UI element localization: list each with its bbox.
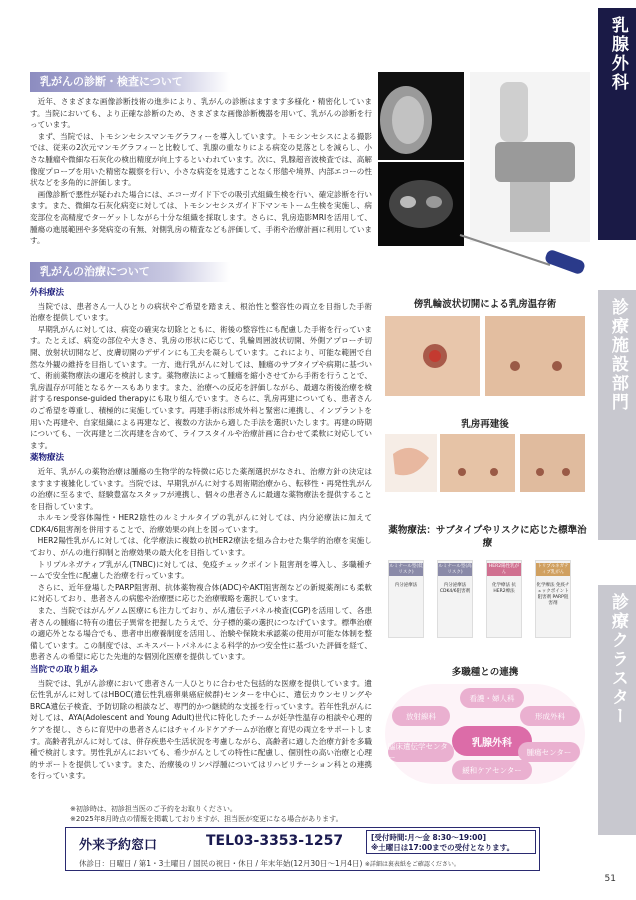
- paragraph: まず、当院では、トモシンセシスマンモグラフィーを導入しています。トモシンセシスによる撮影では、従来の2次元マンモグラフィーと比較して、乳腺の重なりによる病変の見落としを減らし、小さな腫瘤や微細な石灰化の検出精度が向上するといわれています。次に、乳腺超音波検査では、高解像度プローブを用いた精密な観察を行い、小さな病変を見逃すことなく形態や境界、内部エコーの性状などを多角的に評価します。: [30, 131, 372, 188]
- therapy-card-body: 化学療法 免疫チェックポイント阻害剤 PARP阻害剤: [536, 583, 570, 606]
- team-node-radiology: 放射線科: [392, 706, 450, 726]
- therapy-card-head: HER2陽性乳がん: [488, 564, 520, 575]
- caption-team: 多職種との連携: [451, 667, 519, 678]
- paragraph: 早期乳がんに対しては、病変の確実な切除とともに、術後の整容性にも配慮した手術を行っています。たとえば、病変の部位や大きさ、乳房の形状に応じて、乳輪周囲波状切開、外側アプローチ切開、放射状切開など、皮膚切開のデザインにも工夫を凝らしています。これにより、可能な範囲で自然な外観の維持を目指しています。一方、進行乳がんに対しては、腫瘍のサブタイプや病期に基づいて、術前薬物療法の適応を検討します。薬物療法によって腫瘍を縮小させてから手術を行うことで、乳房温存が可能となるケースもあります。また、治療への反応を評価しながら、最適な術後治療を検討するresponse-guided therapyにも取り組んでいます。さらに、乳房再建についても、患者さんのご希望を尊重し、積極的に実施しています。再建手術は形成外科と緊密に連携し、インプラントを用いた再建や、自家組織による再建など、複数の方法から適した手法を選択いたします。再建の時期についても、一次再建と二次再建を含めて、ライフスタイルや治療計画に合わせて柔軟に対応しています。: [30, 324, 372, 450]
- note-1: ※初診時は、初診担当医のご予約をお取りください。: [70, 805, 237, 813]
- paragraph: 当院では、乳がん診療において患者さん一人ひとりに合わせた包括的な医療を提供しています。遺伝性乳がんに対してはHBOC(遺伝性乳癌卵巣癌症候群)センターを中心に、遺伝カウンセリングやBRCA遺伝子検査、予防切除の相談など、専門的かつ継続的な支援を行っています。若年性乳がんに対しては、AYA(Adolescent and Young Adult)世代に特化したチームが妊孕性温存の相談や心理的ケアを提し、さらに育児中の患者さんにはチャイルドケアチームが治療と育児の両立をサポートします。高齢者乳がんに対しては、併存疾患や生活状況を考慮しながら、高齢者に適した治療方針を多職種で検討します。男性乳がんにおいても、希少がんとしての特性に配慮し、個別性の高い治療と心理的サポートを提供しています。また、治療後のリンパ浮腫についてはリハビリテーション科との連携を行っています。: [30, 678, 372, 781]
- diagnosis-text: [30, 96, 372, 247]
- therapy-card: [535, 560, 571, 638]
- mammography-image: [378, 72, 464, 160]
- paragraph: 近年、さまざまな画像診断技術の進歩により、乳がんの診断はますます多様化・精密化しています。当院においても、より正確な診断のため、さまざまな画像診断機器を用いて、乳がんの診断を行っています。: [30, 97, 372, 130]
- page-number: 51: [604, 874, 616, 884]
- closed-days: [79, 858, 460, 869]
- incision-photo-1: [385, 316, 480, 396]
- section-heading-treatment: 乳がんの治療について: [30, 262, 230, 282]
- section-heading-diagnosis: 乳がんの診断・検査について: [30, 72, 230, 92]
- hours-line: ※土曜日は17:00までの受付となります。: [371, 843, 515, 852]
- therapy-card: [388, 560, 424, 638]
- therapy-card-head: トリプルネガティブ乳がん: [537, 564, 569, 575]
- therapy-card-head: ルミナール型(高リスク): [438, 564, 472, 575]
- note-2: ※2025年8月時点の情報を掲載しておりますが、担当医が変更になる場合があります。: [70, 815, 343, 823]
- reservation-phone[interactable]: TEL03-3353-1257: [206, 833, 344, 849]
- subheading-team: 当院での取り組み: [30, 665, 99, 675]
- side-tab-facilities: [598, 290, 636, 540]
- team-node-palliative: 緩和ケアセンター: [452, 760, 532, 780]
- team-node-oncology: 腫瘍センター: [518, 742, 580, 762]
- reservation-label: 外来予約窓口: [79, 838, 158, 853]
- closed-days-note: ※詳細は裏表紙をご確認ください。: [364, 861, 460, 868]
- side-tab-breast-surgery: [598, 8, 636, 240]
- incision-photo-2: [485, 316, 585, 396]
- hours-line: [受付時間:月〜金 8:30〜19:00]: [371, 833, 486, 842]
- therapy-card-body: 化学療法 抗HER2療法: [492, 583, 516, 594]
- therapy-card-body: 内分泌療法: [394, 583, 418, 588]
- caption-drug: 薬物療法：サブタイプやリスクに応じた標準治療: [388, 525, 587, 549]
- caption-incision: 傍乳輪波状切開による乳房温存術: [413, 299, 557, 310]
- paragraph: 近年、乳がんの薬物治療は腫瘍の生物学的な特徴に応じた薬剤選択がなされ、治療方針の決定はますます複雑化しています。当院では、早期乳がんに対する周術期治療から、転移性・再発性乳がんの治療に至るまで、経験豊富なスタッフが連携し、個々の患者さんに最適な薬物療法を提供することを目指しています。: [30, 466, 372, 511]
- reservation-box: [65, 827, 540, 871]
- team-node-center: 乳腺外科: [452, 726, 532, 756]
- paragraph: 当院では、患者さん一人ひとりの病状やご希望を踏まえ、根治性と整容性の両立を目指した手術治療を提供しています。: [30, 301, 372, 323]
- reconstruction-photo-2: [520, 434, 585, 492]
- reception-hours: [366, 830, 536, 854]
- side-tab-column: [598, 0, 636, 900]
- paragraph: さらに、近年登場したPARP阻害剤、抗体薬物複合体(ADC)やAKT阻害剤などの新規薬剤にも柔軟に対応しており、患者さんの病態や治療歴に応じた治療戦略を選択しています。: [30, 582, 372, 604]
- side-tab-label: 診療施設部門: [607, 298, 628, 412]
- caption-reconstruction: 乳房再建後: [461, 419, 509, 430]
- closed-days-text: 休診日：日曜日 / 第1・3土曜日 / 国民の祝日・休日 / 年末年始(12月30日〜1月4日): [79, 859, 363, 868]
- paragraph: トリプルネガティブ乳がん(TNBC)に対しては、免疫チェックポイント阻害剤を導入し、多職種チームで安全性に配慮した治療を行っています。: [30, 559, 372, 581]
- team-node-genetics: 臨床遺伝学センター: [388, 742, 454, 762]
- reconstruction-illustration: [385, 434, 437, 492]
- team-node-nursing: 看護・婦人科: [460, 688, 524, 708]
- paragraph: また、当院ではがんゲノム医療にも注力しており、がん遺伝子パネル検査(CGP)を活用して、各患者さんの腫瘍に特有の遺伝子異常を把握したうえで、分子標的薬の選択につなげています。標準治療の適応外となる場合でも、患者申出療養制度を活用し、治験や保険未承認薬の使用が可能な体制を整備しています。この制度では、エキスパートパネルによる科学的かつ安全性に基づいた評価を経て、患者さんの希望に応じた先進的な個別化医療を提供しています。: [30, 606, 372, 662]
- team-node-plastic-surgery: 形成外科: [520, 706, 580, 726]
- side-tab-label: 乳腺外科: [607, 16, 628, 92]
- paragraph: HER2陽性乳がんに対しては、化学療法に複数の抗HER2療法を組み合わせた集学的治療を実施しており、がんの進行抑制と治療効果の最大化を目指しています。: [30, 536, 372, 558]
- therapy-card: [437, 560, 473, 638]
- paragraph: 画像診断で悪性が疑われた場合には、エコーガイド下での吸引式組織生検を行い、確定診断を行います。また、微細な石灰化病変に対しては、トモシンセシスガイド下マンモトーム生検を実施し、病変部位を高精度でターゲットしながら十分な組織を採取します。さらに、乳房造影MRIを活用して、腫瘍の進展範囲や多発病変の有無、対側乳房の精査なども評価して、手術や治療計画に利用しています。: [30, 189, 372, 246]
- mammography-machine-image: [470, 72, 590, 242]
- side-tab-label: 診療クラスター: [607, 593, 628, 726]
- subheading-surgery: 外科療法: [30, 288, 65, 298]
- biopsy-device-image: [450, 225, 590, 275]
- therapy-card-head: ルミナール型(低リスク): [389, 564, 423, 575]
- subheading-drug: 薬物療法: [30, 453, 65, 464]
- paragraph: ホルモン受容体陽性・HER2陰性のルミナルタイプの乳がんに対しては、内分泌療法に加えてCDK4/6阻害剤を併用することで、治療効果の向上を図っています。: [30, 513, 372, 534]
- therapy-card: [486, 560, 522, 638]
- treatment-text: [30, 286, 372, 782]
- therapy-card-body: 内分泌療法 CDK4/6阻害剤: [439, 583, 471, 594]
- reconstruction-photo-1: [440, 434, 515, 492]
- side-tab-clusters: [598, 585, 636, 835]
